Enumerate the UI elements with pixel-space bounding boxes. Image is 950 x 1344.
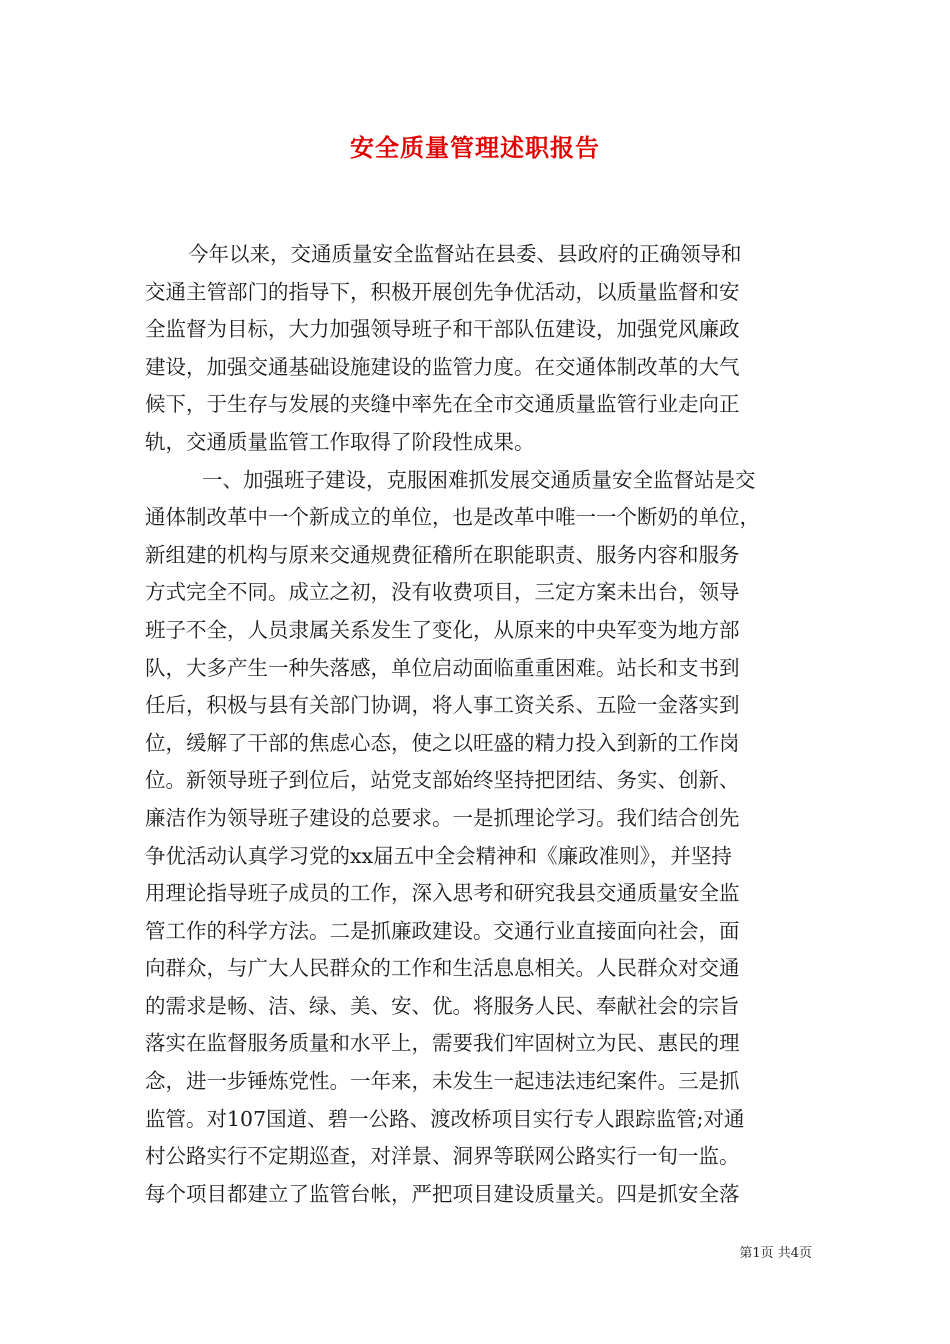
paragraph-line: 念，进一步锤炼党性。一年来，未发生一起违法违纪案件。三是抓 bbox=[145, 1069, 740, 1094]
paragraph-line: 向群众，与广大人民群众的工作和生活息息相关。人民群众对交通 bbox=[145, 956, 740, 981]
paragraph-line: 的需求是畅、洁、绿、美、安、优。将服务人民、奉献社会的宗旨 bbox=[145, 993, 740, 1018]
paragraph-line: 轨，交通质量监管工作取得了阶段性成果。 bbox=[145, 429, 535, 454]
paragraph-line: 一、加强班子建设，克服困难抓发展交通质量安全监督站是交 bbox=[202, 467, 756, 492]
paragraph-line: 位，缓解了干部的焦虑心态，使之以旺盛的精力投入到新的工作岗 bbox=[145, 730, 740, 755]
paragraph-line: 争优活动认真学习党的xx届五中全会精神和《廉政准则》，并坚持 bbox=[145, 843, 732, 868]
paragraph-line: 交通主管部门的指导下，积极开展创先争优活动，以质量监督和安 bbox=[145, 279, 740, 304]
paragraph-line: 候下，于生存与发展的夹缝中率先在全市交通质量监管行业走向正 bbox=[145, 392, 740, 417]
paragraph-line: 通体制改革中一个新成立的单位，也是改革中唯一一个断奶的单位， bbox=[145, 505, 760, 530]
document-title: 安全质量管理述职报告 bbox=[350, 133, 600, 162]
paragraph-line: 全监督为目标，大力加强领导班子和干部队伍建设，加强党风廉政 bbox=[145, 317, 740, 342]
paragraph-line: 位。新领导班子到位后，站党支部始终坚持把团结、务实、创新、 bbox=[145, 768, 740, 793]
paragraph-line: 队，大多产生一种失落感，单位启动面临重重困难。站长和支书到 bbox=[145, 655, 740, 680]
paragraph-line: 新组建的机构与原来交通规费征稽所在职能职责、服务内容和服务 bbox=[145, 542, 740, 567]
paragraph-line: 今年以来，交通质量安全监督站在县委、县政府的正确领导和 bbox=[188, 242, 742, 266]
paragraph-line: 方式完全不同。成立之初，没有收费项目，三定方案未出台，领导 bbox=[145, 580, 740, 605]
paragraph-line: 每个项目都建立了监管台帐，严把项目建设质量关。四是抓安全落 bbox=[145, 1181, 740, 1206]
paragraph-line: 班子不全，人员隶属关系发生了变化，从原来的中央军变为地方部 bbox=[145, 617, 740, 642]
document-body bbox=[145, 236, 805, 1213]
paragraph-line: 落实在监督服务质量和水平上，需要我们牢固树立为民、惠民的理 bbox=[145, 1031, 740, 1056]
paragraph-line: 管工作的科学方法。二是抓廉政建设。交通行业直接面向社会，面 bbox=[145, 918, 740, 943]
paragraph-line: 村公路实行不定期巡查，对洋景、洞界等联网公路实行一旬一监。 bbox=[145, 1144, 740, 1169]
paragraph-line: 建设，加强交通基础设施建设的监管力度。在交通体制改革的大气 bbox=[145, 354, 740, 379]
paragraph-line: 监管。对107国道、碧一公路、渡改桥项目实行专人跟踪监管;对通 bbox=[145, 1106, 745, 1131]
page-number: 第1页 共4页 bbox=[739, 1246, 812, 1261]
paragraph-line: 用理论指导班子成员的工作，深入思考和研究我县交通质量安全监 bbox=[145, 881, 740, 906]
paragraph-line: 任后，积极与县有关部门协调，将人事工资关系、五险一金落实到 bbox=[145, 693, 740, 718]
paragraph-line: 廉洁作为领导班子建设的总要求。一是抓理论学习。我们结合创先 bbox=[145, 805, 740, 830]
